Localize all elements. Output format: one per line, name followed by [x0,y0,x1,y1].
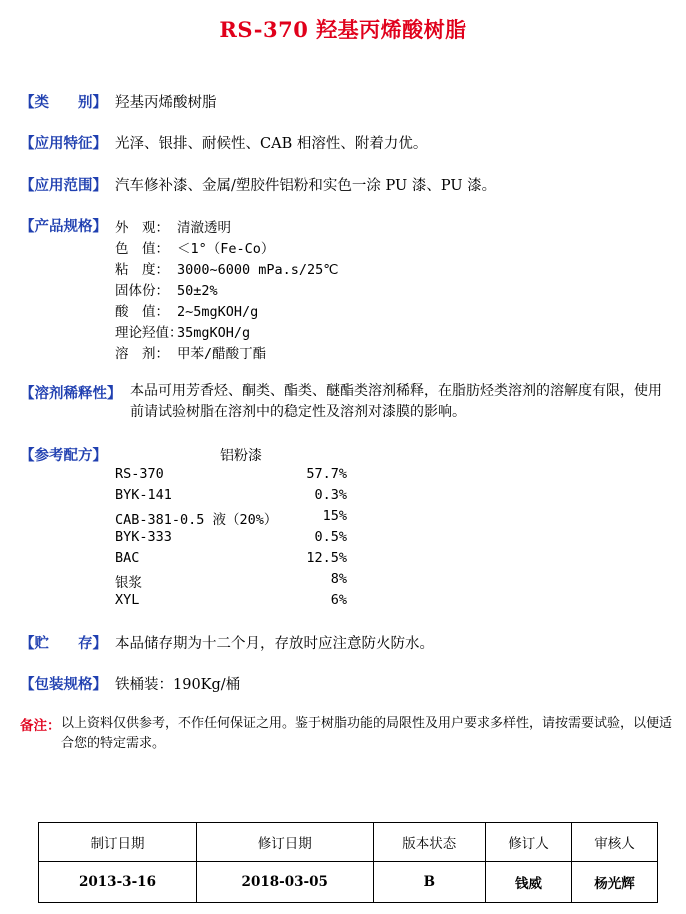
ingredient-percent: 0.5% [314,529,347,545]
packing-value: 铁桶装：190Kg/桶 [115,677,241,693]
revision-header-row [39,823,658,862]
ingredient-name: BAC [115,550,140,566]
features-label: 【应用特征】 [20,135,107,152]
approver: 杨光辉 [572,862,658,903]
ingredient-name: CAB-381-0.5 液（20%） [115,512,278,528]
spec-key: 外 观： [115,220,169,236]
spec-acid-value [115,300,258,320]
formula-label: 【参考配方】 [20,447,107,464]
ingredient-name: XYL [115,592,140,608]
solvent-label: 【溶剂稀释性】 [20,385,122,402]
header-revision-date: 修订日期 [196,823,373,862]
ingredient-percent: 12.5% [306,550,347,566]
category-value: 羟基丙烯酸树脂 [115,95,217,111]
header-reviser: 修订人 [486,823,572,862]
features-value: 光泽、银排、耐候性、CAB 相溶性、附着力优。 [115,136,428,152]
revision-value-row [39,862,658,903]
ingredient-name: BYK-333 [115,529,172,545]
packing-label: 【包装规格】 [20,676,107,693]
header-approver: 审核人 [572,823,658,862]
spec-value: 清澈透明 [177,220,231,236]
ingredient-percent: 15% [322,508,347,524]
spec-key: 固体份： [115,283,169,299]
ingredient-name: BYK-141 [115,487,172,503]
version: B [373,862,486,903]
note-label: 备注： [20,718,61,734]
document-title: RS-370 羟基丙烯酸树脂 [219,17,467,42]
ingredient-name: RS-370 [115,466,164,482]
ingredient-percent: 8% [330,571,347,587]
spec-key: 色 值： [115,241,169,257]
category-label: 【类 别】 [20,94,107,111]
scope-value: 汽车修补漆、金属/塑胶件铝粉和实色一涂 PU 漆、PU 漆。 [115,178,497,194]
spec-value: 2~5mgKOH/g [177,304,259,320]
header-version: 版本状态 [373,823,486,862]
ingredient-percent: 0.3% [314,487,347,503]
spec-key: 溶 剂： [115,346,169,362]
revision-table [38,822,658,903]
ingredient-percent: 57.7% [306,466,347,482]
spec-value: 35mgKOH/g [177,325,251,341]
spec-solvent [115,342,266,362]
spec-value: 50±2% [177,283,218,299]
spec-value: 甲苯/醋酸丁酯 [177,346,267,362]
storage-label: 【贮 存】 [20,635,107,652]
note-text: 以上资料仅供参考，不作任何保证之用。鉴于树脂功能的局限性及用户要求多样性，请按需要试验，以便适合您的特定需求。 [61,716,673,751]
ingredient-name: 银浆 [115,575,142,591]
scope-label: 【应用范围】 [20,177,107,194]
header-issue-date: 制订日期 [39,823,197,862]
spec-hydroxyl [115,321,250,341]
spec-key: 酸 值： [115,304,169,320]
spec-appearance [115,216,231,236]
revision-date: 2018-03-05 [196,862,373,903]
spec-solids [115,279,218,299]
spec-key: 理论羟值： [115,325,183,341]
spec-viscosity [115,258,338,278]
spec-key: 粘 度： [115,262,169,278]
solvent-value: 本品可用芳香烃、酮类、酯类、醚酯类溶剂稀释，在脂肪烃类溶剂的溶解度有限，使用前请试验树脂在溶剂中的稳定性及溶剂对漆膜的影响。 [130,383,662,420]
spec-value: ＜1°（Fe-Co） [177,241,275,257]
issue-date: 2013-3-16 [39,862,197,903]
formula-heading: 铝粉漆 [220,448,262,464]
specs-label: 【产品规格】 [20,218,107,235]
ingredient-percent: 6% [330,592,347,608]
reviser: 钱威 [486,862,572,903]
spec-value: 3000~6000 mPa.s/25℃ [177,262,339,278]
storage-value: 本品储存期为十二个月，存放时应注意防火防水。 [115,636,434,652]
spec-color [115,237,274,257]
